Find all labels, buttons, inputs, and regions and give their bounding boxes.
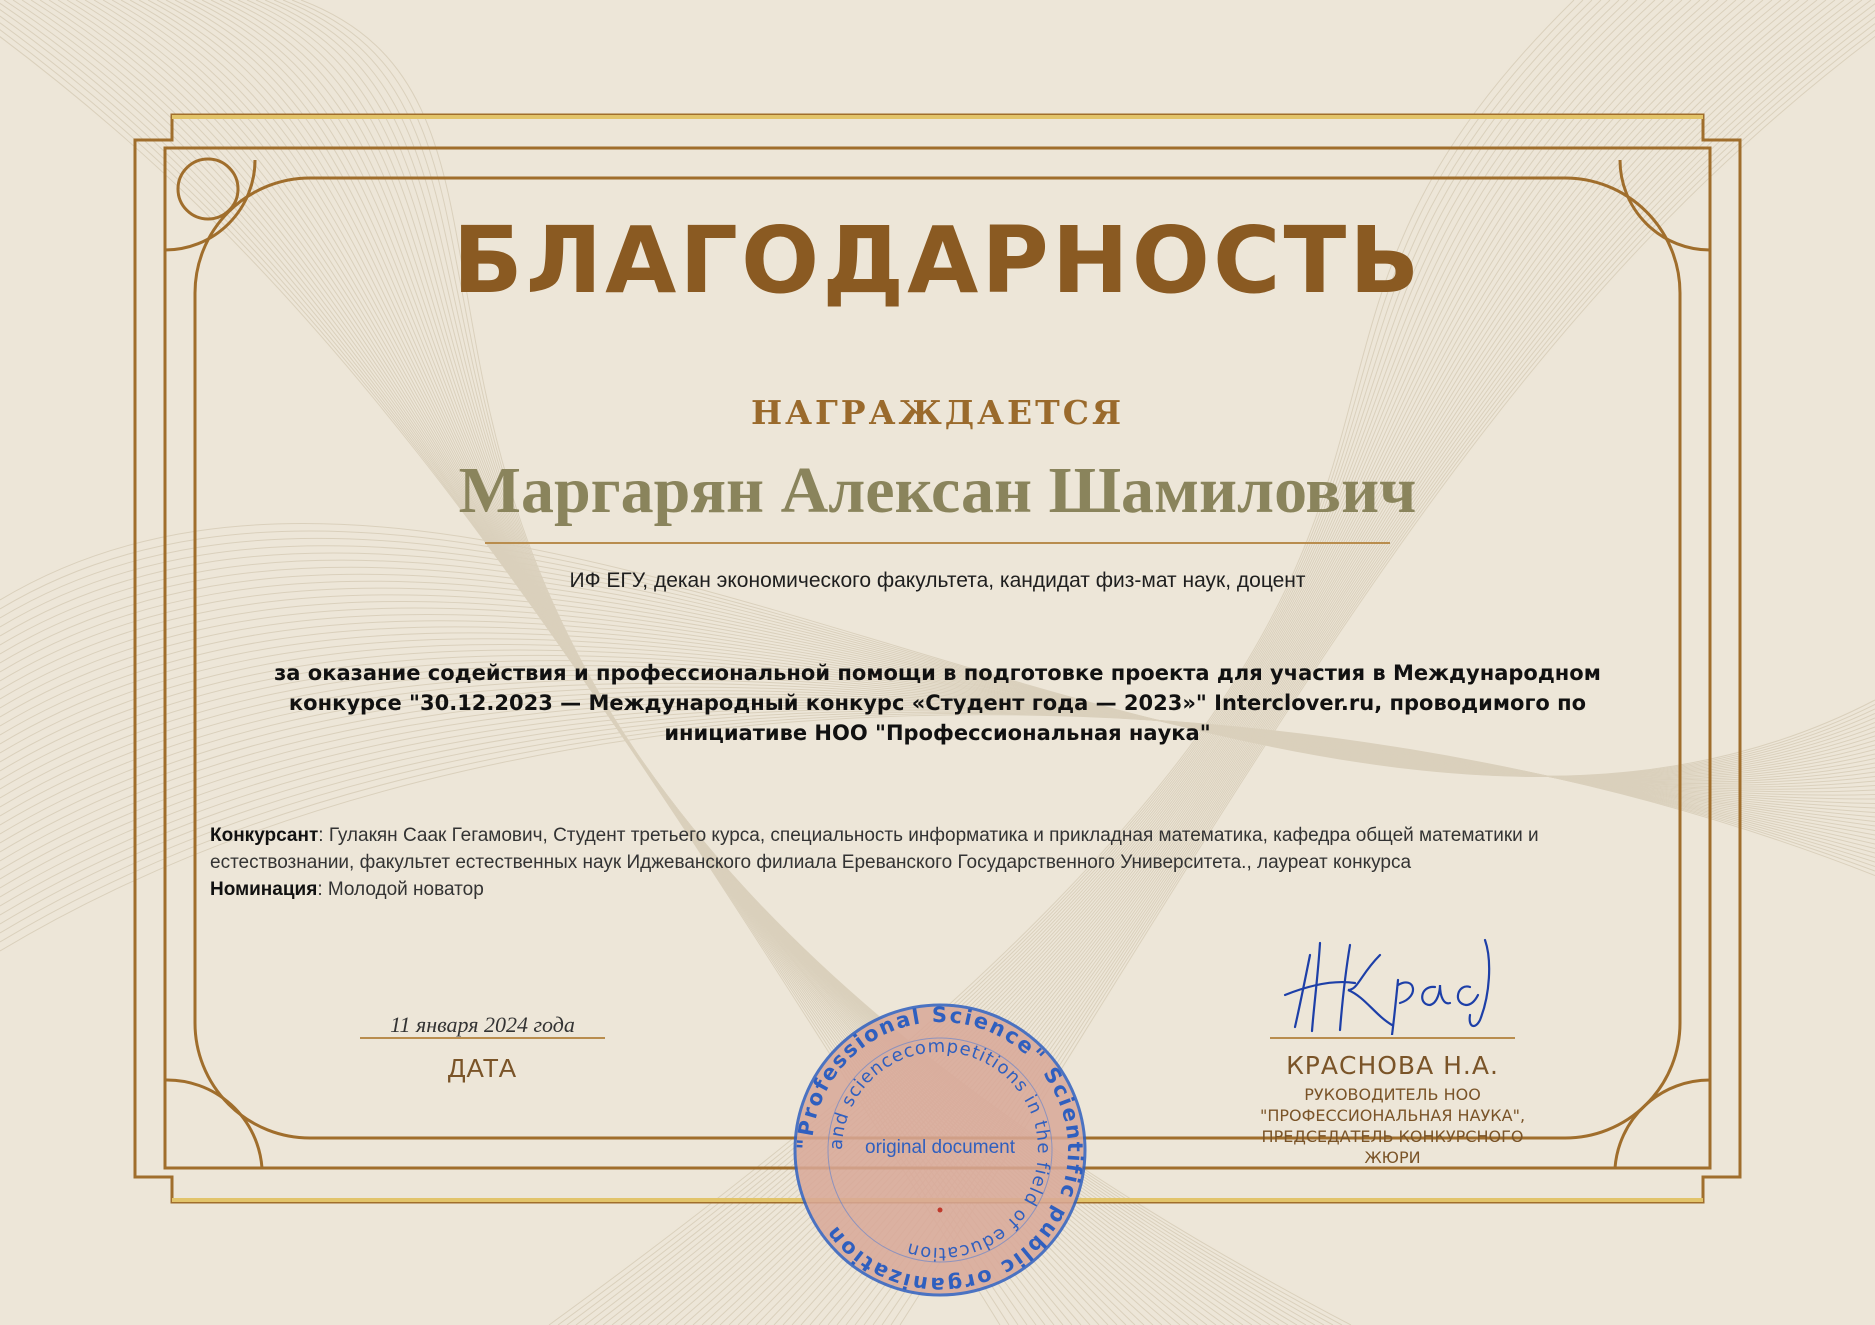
seal-stamp (790, 1000, 1090, 1300)
contestant-line (210, 822, 1670, 876)
contest-details (210, 822, 1670, 903)
signature-underline (1270, 1037, 1515, 1039)
recipient-name: Маргарян Алексан Шамилович (458, 454, 1417, 527)
name-divider (485, 540, 1390, 546)
date-underline (360, 1037, 605, 1039)
nomination-label: Номинация (210, 879, 318, 900)
seal-ring-text: "Professional Science" Scientific public organization (792, 1002, 1088, 1298)
recipient-position: ИФ ЕГУ, декан экономического факультета, кандидат физ-мат наук, доцент (569, 569, 1306, 592)
date-label: ДАТА (447, 1053, 518, 1083)
award-reason: за оказание содействия и профессиональной помощи в подготовке проекта для участия в Международном конкурсе "30.12.2023 — Международный конкурс «Студент года — 2023»" Interclover.ru, проводимого по инициативе НОО "Профессиональная наука" (274, 661, 1601, 745)
contestant-label: Конкурсант (210, 825, 319, 846)
date-value: 11 января 2024 года (390, 1012, 575, 1037)
nomination-line (210, 876, 1670, 903)
signer-name: КРАСНОВА Н.А. (1286, 1051, 1499, 1080)
seal-inner-text: and sciencecompetitions in the field of education (825, 1035, 1055, 1265)
certificate-title: БЛАГОДАРНОСТЬ (452, 207, 1423, 314)
signature-image (1280, 935, 1500, 1035)
nomination-text: : Молодой новатор (317, 879, 484, 900)
seal-center-text: original document (865, 1137, 1015, 1158)
contestant-text: : Гулакян Саак Гегамович, Студент третьего курса, специальность информатика и прикладная математика, кафедра общей математики и естествознании, факультет естественных наук Иджеванского филиала Ереванского Государственного Университета., лауреат конкурса (210, 825, 1539, 873)
signer-title: РУКОВОДИТЕЛЬ НОО "ПРОФЕССИОНАЛЬНАЯ НАУКА", ПРЕДСЕДАТЕЛЬ КОНКУРСНОГО ЖЮРИ (1259, 1085, 1526, 1167)
awarded-label: НАГРАЖДАЕТСЯ (750, 393, 1125, 432)
